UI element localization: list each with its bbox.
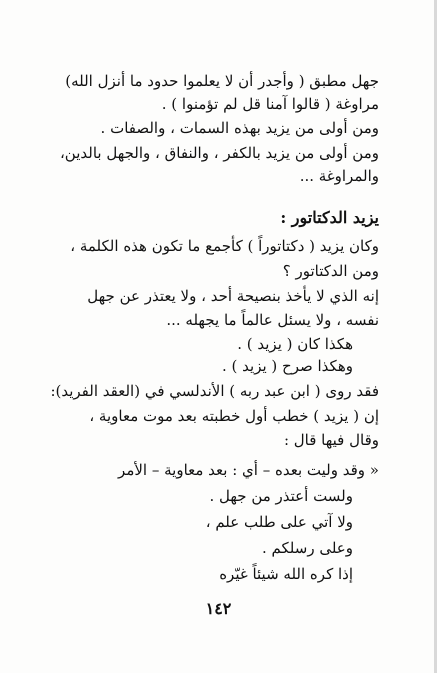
text-line-10: نفسه ، ولا يسئل عالماً ما يجهله ... xyxy=(166,311,379,329)
text-line-15: وقال فيها قال : xyxy=(283,431,379,449)
text-line-11: هكذا كان ( يزيد ) . xyxy=(237,335,353,353)
text-line-4: ومن أولى من يزيد بالكفر ، والنفاق ، والجهل بالدين، xyxy=(59,144,379,162)
quote-line-3: ولا آتي على طلب علم ، xyxy=(205,513,353,531)
text-line-14: إن ( يزيد ) خطب أول خطبته بعد موت معاوية ، xyxy=(89,407,379,425)
text-line-2: مراوغة ( قالوا آمنا قل لم تؤمنوا ) . xyxy=(161,95,379,113)
section-heading: يزيد الدكتاتور : xyxy=(280,208,379,227)
quote-line-2: ولست أعتذر من جهل . xyxy=(209,487,353,505)
text-line-8: ومن الدكتاتور ؟ xyxy=(282,262,379,280)
quote-line-5: إذا كره الله شيئاً غيّره xyxy=(219,565,353,583)
text-line-13: فقد روى ( ابن عبد ربه ) الأندلسي في (العقد الفريد): xyxy=(50,382,379,400)
text-line-9: إنه الذي لا يأخذ بنصيحة أحد ، ولا يعتذر عن جهل xyxy=(87,287,379,305)
quote-line-4: وعلى رسلكم . xyxy=(261,539,353,557)
text-line-12: وهكذا صرح ( يزيد ) . xyxy=(222,357,353,375)
quote-line-1: « وقد وليت بعده – أي : بعد معاوية – الأمر xyxy=(118,461,379,479)
text-line-1: جهل مطبق ( وأجدر أن لا يعلموا حدود ما أنزل الله) xyxy=(65,72,379,90)
text-line-7: وكان يزيد ( دكتاتوراً ) كأجمع ما تكون هذه الكلمة ، xyxy=(70,237,379,255)
text-line-3: ومن أولى من يزيد بهذه السمات ، والصفات . xyxy=(100,119,379,137)
page-number: ١٤٢ xyxy=(205,599,232,618)
text-line-5: والمراوغة ... xyxy=(299,167,379,185)
